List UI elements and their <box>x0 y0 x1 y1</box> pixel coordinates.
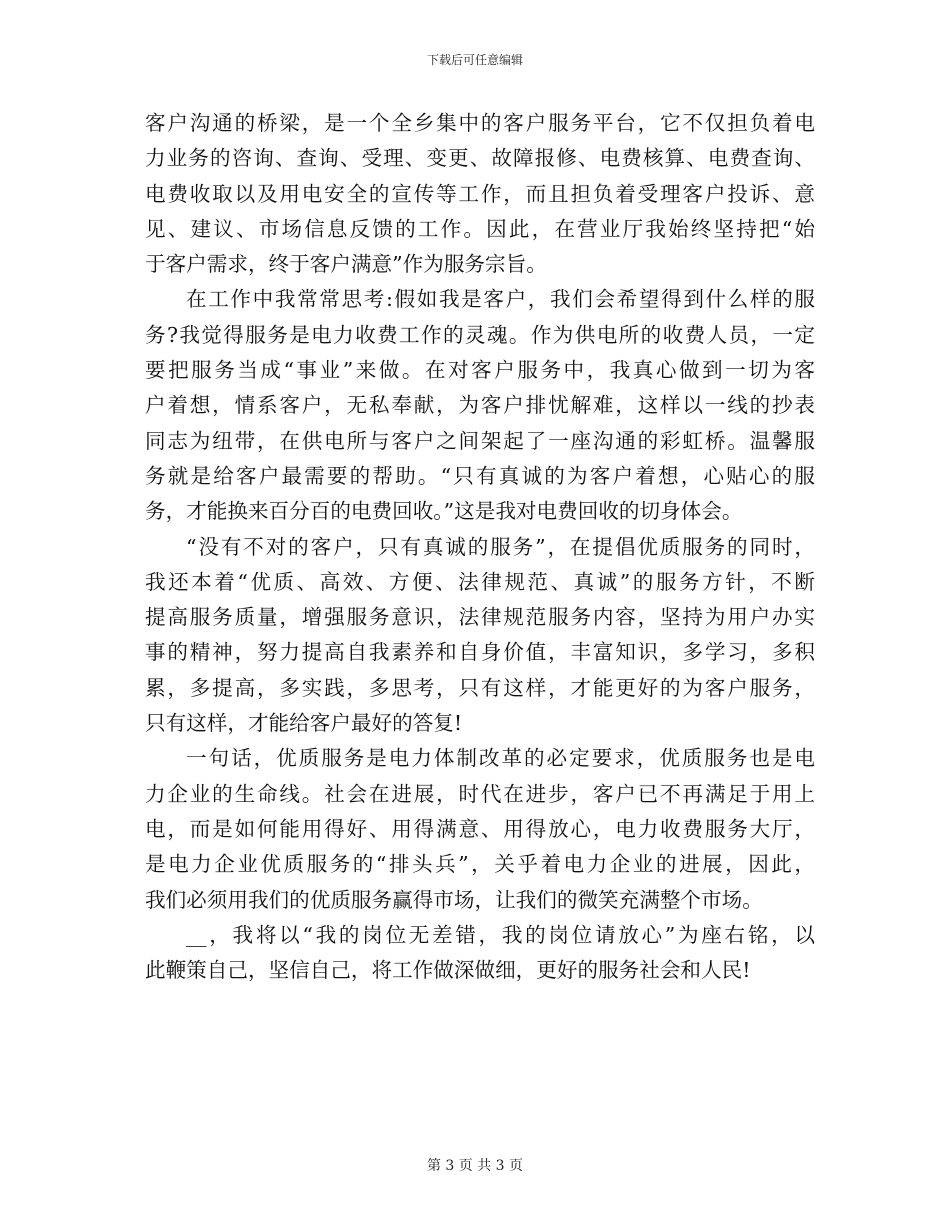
text-line: 要把服务当成“事业”来做。在对客户服务中，我真心做到一切为客 <box>145 358 815 383</box>
text-line: 此鞭策自己，坚信自己，将工作做深做细，更好的服务社会和人民! <box>145 958 751 983</box>
text-line: 我们必须用我们的优质服务赢得市场，让我们的微笑充满整个市场。 <box>145 887 763 912</box>
page-header: 下载后可任意编辑 <box>426 53 523 67</box>
text-line: 于客户需求，终于客户满意”作为服务宗旨。 <box>145 252 547 277</box>
text-line: 累，多提高，多实践，多思考，只有这样，才能更好的为客户服务， <box>145 675 815 700</box>
paragraph-first-line: “没有不对的客户，只有真诚的服务”，在提倡优质服务的同时， <box>186 534 815 559</box>
text-line: 务?我觉得服务是电力收费工作的灵魂。作为供电所的收费人员，一定 <box>145 322 815 347</box>
text-line: 只有这样，才能给客户最好的答复! <box>145 711 463 736</box>
text-line: 提高服务质量，增强服务意识，法律规范服务内容，坚持为用户办实 <box>145 605 815 630</box>
page-footer: 第 3 页 共 3 页 <box>426 1158 524 1174</box>
text-line: 电费收取以及用电安全的宣传等工作，而且担负着受理客户投诉、意 <box>145 181 815 206</box>
text-line: 力企业的生命线。社会在进展，时代在进步，客户已不再满足于用上 <box>145 781 815 806</box>
text-line: 是电力企业优质服务的“排头兵”，关乎着电力企业的进展，因此， <box>145 852 815 877</box>
text-line: 事的精神，努力提高自我素养和自身价值，丰富知识，多学习，多积 <box>145 640 815 665</box>
text-line: 见、建议、市场信息反馈的工作。因此，在营业厅我始终坚持把“始 <box>145 216 815 241</box>
text-line: 力业务的咨询、查询、受理、变更、故障报修、电费核算、电费查询、 <box>145 146 815 171</box>
text-line: 客户沟通的桥梁，是一个全乡集中的客户服务平台，它不仅担负着电 <box>145 111 815 135</box>
text-line: 户着想，情系客户，无私奉献，为客户排忧解难，这样以一线的抄表 <box>145 393 815 418</box>
paragraph-first-line: __，我将以“我的岗位无差错，我的岗位请放心”为座右铭，以 <box>186 922 815 947</box>
text-line: 务，才能换来百分百的电费回收。”这是我对电费回收的切身体会。 <box>145 499 743 524</box>
text-line: 我还本着“优质、高效、方便、法律规范、真诚”的服务方针，不断 <box>145 569 815 594</box>
paragraph-first-line: 在工作中我常常思考:假如我是客户，我们会希望得到什么样的服 <box>186 287 815 312</box>
text-line: 电，而是如何能用得好、用得满意、用得放心，电力收费服务大厅， <box>145 816 815 841</box>
paragraph-first-line: 一句话，优质服务是电力体制改革的必定要求，优质服务也是电 <box>186 746 815 771</box>
text-line: 务就是给客户最需要的帮助。“只有真诚的为客户着想，心贴心的服 <box>145 463 815 488</box>
text-line: 同志为纽带，在供电所与客户之间架起了一座沟通的彩虹桥。温馨服 <box>145 428 815 453</box>
document-body <box>145 106 815 988</box>
